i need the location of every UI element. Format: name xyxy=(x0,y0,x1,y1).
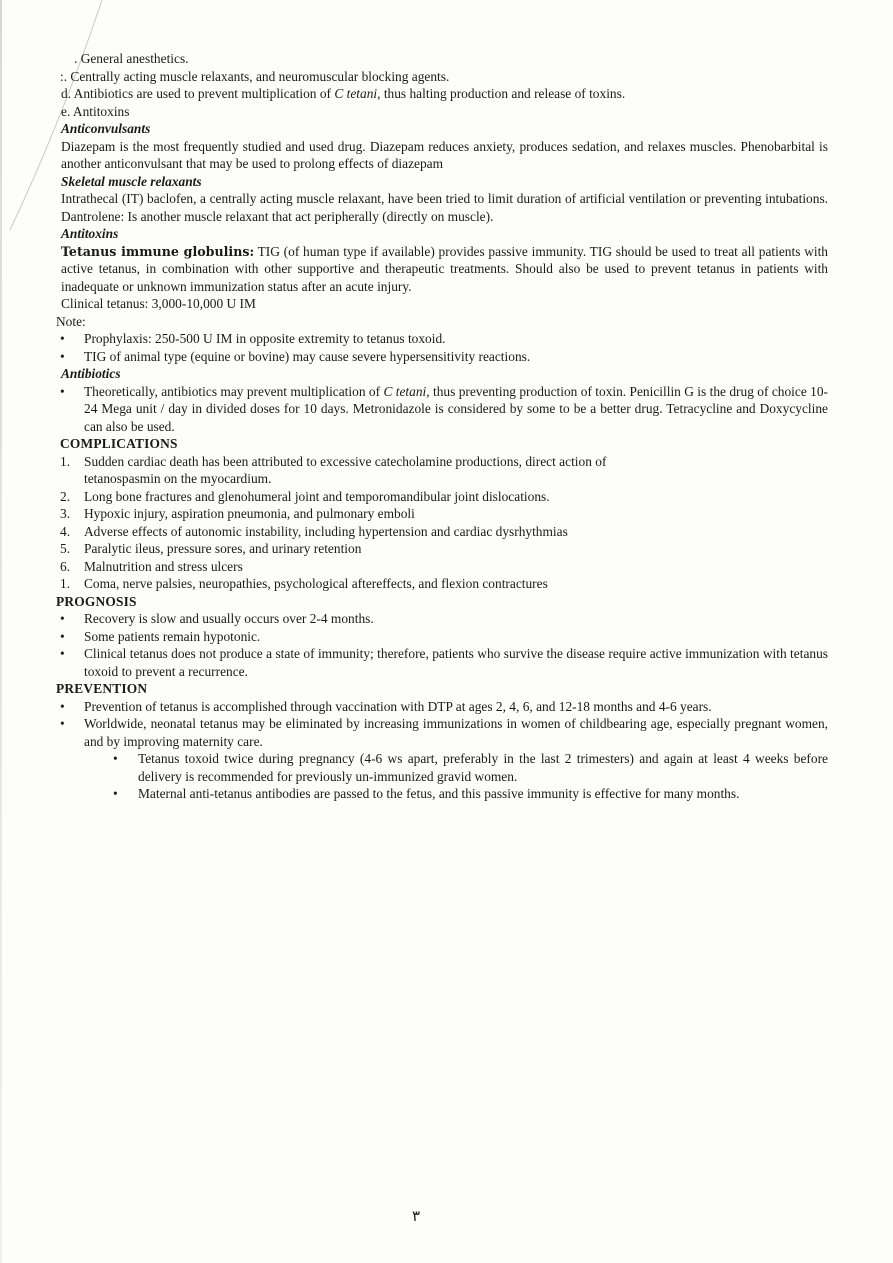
list-complications xyxy=(56,453,828,593)
list-item: • Worldwide, neonatal tetanus may be eliminated by increasing immunizations in women of childbearing age, especially pregnant women, and by improving maternity care. xyxy=(56,715,828,750)
antibiotics-pre: Theoretically, antibiotics may prevent multiplication of xyxy=(84,383,384,399)
line-antibiotics-d-post: thus halting production and release of toxins. xyxy=(380,86,626,101)
text-clinical-tetanus: Clinical tetanus: 3,000-10,000 U IM xyxy=(61,296,256,311)
item-number: 4. xyxy=(60,523,71,539)
list-item xyxy=(56,383,828,436)
list-item xyxy=(56,558,828,576)
list-item: • Clinical tetanus does not produce a state of immunity; therefore, patients who survive the disease require active immunization with tetanus toxoid to prevent a recurrence. xyxy=(56,645,828,680)
list-item xyxy=(56,488,828,506)
item-text: Sudden cardiac death has been attributed to excessive catecholamine productions, direct action of tetanospasmin on the myocardium. xyxy=(84,453,607,486)
list-item: • Maternal anti-tetanus antibodies are passed to the fetus, and this passive immunity is effective for many months. xyxy=(56,785,828,803)
heading-antitoxins: Antitoxins xyxy=(61,226,119,241)
list-item: • Some patients remain hypotonic. xyxy=(56,628,828,646)
document-body xyxy=(56,50,828,803)
list-prognosis xyxy=(56,610,828,680)
line-general-anesthetics: . General anesthetics. xyxy=(74,51,189,66)
page-number: ٣ xyxy=(412,1207,421,1225)
heading-anticonvulsants: Anticonvulsants xyxy=(61,121,151,136)
heading-prevention: PREVENTION xyxy=(56,681,148,696)
list-item xyxy=(56,523,828,541)
item-number: 2. xyxy=(60,488,71,504)
list-item: • Prevention of tetanus is accomplished through vaccination with DTP at ages 2, 4, 6, and 12-18 months and 4-6 years. xyxy=(56,698,828,716)
label-tig: Tetanus immune globulins: xyxy=(61,243,255,259)
heading-skeletal-muscle-relaxants: Skeletal muscle relaxants xyxy=(61,173,202,189)
list-item xyxy=(56,575,828,593)
heading-prognosis: PROGNOSIS xyxy=(56,593,137,609)
line-centrally-acting: :. Centrally acting muscle relaxants, and neuromuscular blocking agents. xyxy=(60,68,450,84)
list-prevention-sub xyxy=(56,750,828,803)
list-item: • Prophylaxis: 250-500 U IM in opposite extremity to tetanus toxoid. xyxy=(56,330,828,348)
item-text: Malnutrition and stress ulcers xyxy=(84,558,243,574)
text-anticonvulsants: Diazepam is the most frequently studied and used drug. Diazepam reduces anxiety, produces sedation, and relaxes muscles. Phenobarbital is another anticonvulsant that may be used to prolong effects of diazepam xyxy=(61,138,828,171)
list-prevention xyxy=(56,698,828,751)
list-item: • Tetanus toxoid twice during pregnancy (4-6 ws apart, preferably in the last 2 trimesters) and again at least 4 weeks before delivery is recommended for previously un-immunized gravid women. xyxy=(56,750,828,785)
heading-antibiotics: Antibiotics xyxy=(61,366,121,381)
label-note: Note: xyxy=(56,313,86,329)
text-tig: TIG (of human type if available) provides passive immunity. TIG should be used to treat all patients with active tetanus, in combination with other supportive and therapeutic treatments. Should also be used to prevent tetanus in patients with inadequate or unknown immunization status after an acute injury. xyxy=(61,243,829,294)
item-text: Coma, nerve palsies, neuropathies, psychological aftereffects, and flexion contractures xyxy=(84,576,548,591)
item-number: 1. xyxy=(60,576,71,591)
antibiotics-em: C tetani, xyxy=(383,383,430,399)
item-number: 6. xyxy=(60,558,71,574)
item-number: 5. xyxy=(60,541,71,556)
list-item xyxy=(56,505,828,523)
line-antibiotics-d xyxy=(56,85,828,103)
list-notes xyxy=(56,330,828,365)
item-text: Paralytic ileus, pressure sores, and urinary retention xyxy=(84,541,362,556)
line-antibiotics-d-pre: d. Antibiotics are used to prevent multiplication of xyxy=(61,86,335,101)
list-antibiotics xyxy=(56,383,828,436)
line-antitoxins-e: e. Antitoxins xyxy=(61,103,130,119)
item-text: Long bone fractures and glenohumeral joint and temporomandibular joint dislocations. xyxy=(84,488,550,504)
item-text: Adverse effects of autonomic instability, including hypertension and cardiac dysrhythmias xyxy=(84,523,568,539)
list-item xyxy=(56,540,828,558)
item-number: 1. xyxy=(60,453,71,469)
list-item: • TIG of animal type (equine or bovine) may cause severe hypersensitivity reactions. xyxy=(56,348,828,366)
list-item: • Recovery is slow and usually occurs over 2-4 months. xyxy=(56,610,828,628)
heading-complications: COMPLICATIONS xyxy=(60,436,178,451)
antibiotics-post: thus preventing production of toxin. Penicillin G is the drug of choice 10-24 Mega unit / day in divided doses for 10 days. Metronidazole is considered by some to be a better drug. Tetracycline and Doxycycline can also be used. xyxy=(84,383,829,434)
item-number: 3. xyxy=(60,506,71,521)
line-antibiotics-d-em: C tetani, xyxy=(334,86,381,101)
item-text: Hypoxic injury, aspiration pneumonia, and pulmonary emboli xyxy=(84,506,415,521)
text-skeletal-muscle-relaxants: Intrathecal (IT) baclofen, a centrally acting muscle relaxant, have been tried to limit duration of artificial ventilation or preventing intubations. Dantrolene: Is another muscle relaxant that act peripherally (directly on muscle). xyxy=(61,191,828,224)
text-tetanus-immune-globulins xyxy=(56,243,828,296)
list-item xyxy=(56,453,828,488)
